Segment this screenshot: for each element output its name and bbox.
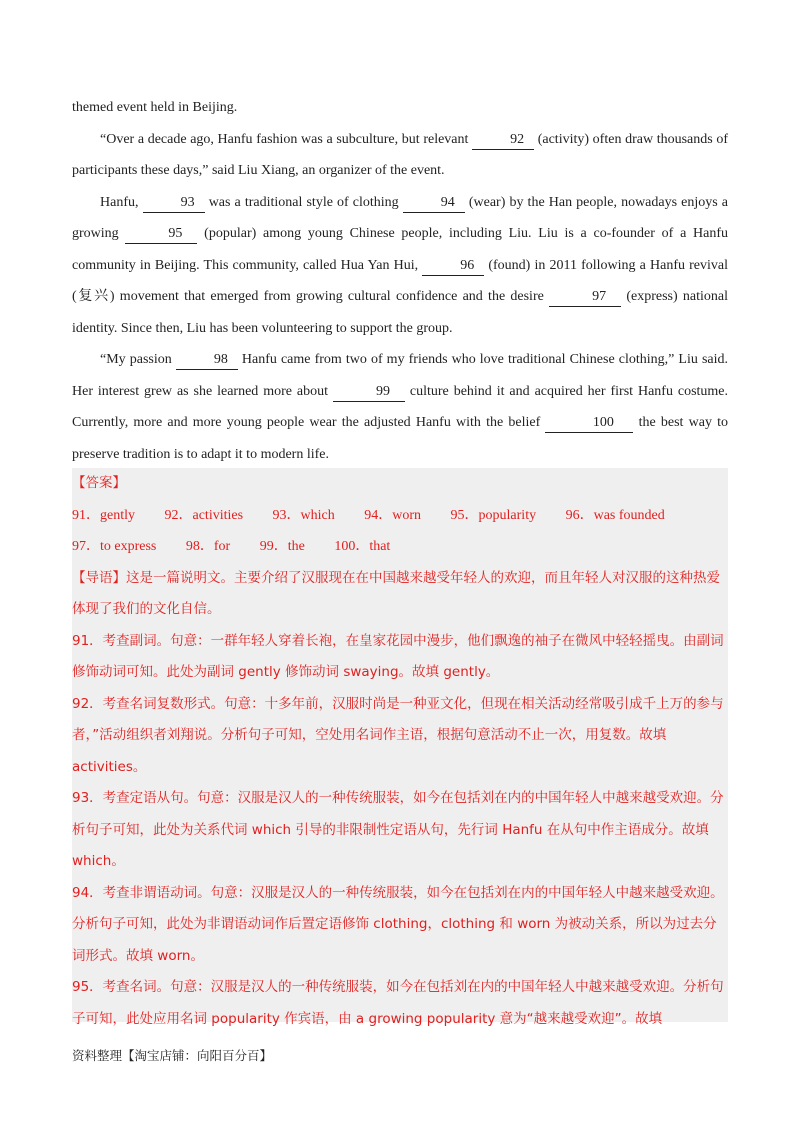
- text: the best way to preserve tradition is to adapt it to modern life.: [72, 415, 729, 462]
- answer-key: 96．was founded: [565, 507, 665, 523]
- guide-text: 【导语】这是一篇说明文。主要介绍了汉服现在在中国越来越受年轻人的欢迎，而且年轻人对汉服的这种热爱体现了我们的文化自信。: [72, 569, 720, 617]
- blank-97: 97: [549, 288, 621, 307]
- explanation-93: 93．考查定语从句。句意：汉服是汉人的一种传统服装，如今在包括刘在内的中国年轻人中越来越受欢迎。分析句子可知，此处为关系代词 which 引导的非限制性定语从句，先行词 Hanfu 在从句中作主语成分。故填 which。: [72, 790, 724, 869]
- blank-96: 96: [422, 257, 484, 276]
- text: Hanfu came from two of my friends who love traditional Chinese clothing,” Liu said. Her interest grew as she learned more about: [72, 352, 729, 399]
- answer-key: 99．the: [259, 539, 305, 554]
- answer-key: 95．popularity: [450, 507, 537, 523]
- blank-100: 100: [545, 414, 633, 433]
- answer-keys: [72, 500, 728, 563]
- explanation-92: 92．考查名词复数形式。句意：十多年前，汉服时尚是一种亚文化，但现在相关活动经常吸引成千上万的参与者，”活动组织者刘翔说。分析句子可知，空处用名词作主语，根据句意活动不止一次，用复数。故填 activities。: [72, 695, 724, 775]
- text: (found) in 2011 following a Hanfu revival (复兴) movement that emerged from growing cultural confidence and the desire: [72, 257, 729, 304]
- answer-key: 97．to express: [72, 539, 157, 554]
- text: culture behind it and acquired her first Hanfu costume. Currently, more and more young people wear the adjusted Hanfu with the belief: [72, 383, 729, 430]
- explanation-91: 91．考查副词。句意：一群年轻人穿着长袍，在皇家花园中漫步，他们飘逸的袖子在微风中轻轻摇曳。由副词修饰动词可知。此处为副词 gently 修饰动词 swaying。故填 gently。: [72, 632, 724, 680]
- explanation-94: 94．考查非谓语动词。句意：汉服是汉人的一种传统服装，如今在包括刘在内的中国年轻人中越来越受欢迎。分析句子可知，此处为非谓语动词作后置定语修饰 clothing，clothing 和 worn 为被动关系，所以为过去分词形式。故填 worn。: [72, 884, 724, 964]
- paragraph-2: [72, 124, 728, 187]
- answer-key: 94．worn: [364, 507, 422, 523]
- paragraph-4: [72, 344, 728, 470]
- blank-99: 99: [333, 383, 405, 402]
- blank-95: 95: [125, 225, 197, 244]
- text: (activity) often draw thousands of participants these days,” said Liu Xiang, an organizer of the event.: [72, 131, 729, 178]
- text: (express) national identity. Since then, Liu has been volunteering to support the group.: [72, 289, 728, 336]
- text: “My passion: [100, 352, 172, 367]
- explanation-95: 95．考查名词。句意：汉服是汉人的一种传统服装，如今在包括刘在内的中国年轻人中越来越受欢迎。分析句子可知，此处应用名词 popularity 作宾语，由 a growing popularity 意为“越来越受欢迎”。故填: [72, 979, 724, 1027]
- answer-key: 100．that: [334, 539, 391, 554]
- text: “Over a decade ago, Hanfu fashion was a subculture, but relevant: [100, 131, 469, 147]
- answer-section: [72, 468, 728, 1035]
- blank-93: 93: [143, 194, 205, 213]
- text: (wear) by the Han people, nowadays enjoys a growing: [72, 194, 729, 241]
- answer-key: 98．for: [185, 539, 231, 554]
- answer-heading: 【答案】: [72, 475, 126, 491]
- text: (popular) among young Chinese people, including Liu. Liu is a co-founder of a Hanfu community in Beijing. This community, called Hua Yan Hui,: [72, 226, 729, 273]
- paragraph-3: [72, 187, 728, 345]
- blank-92: 92: [472, 131, 534, 150]
- answer-key: 93．which: [272, 507, 335, 523]
- footer-source: 资料整理【淘宝店铺：向阳百分百】: [72, 1048, 273, 1063]
- answer-key: 91．gently: [72, 507, 135, 523]
- passage: [72, 92, 728, 470]
- text: themed event held in Beijing.: [72, 100, 238, 115]
- answer-key: 92．activities: [164, 507, 244, 523]
- blank-94: 94: [403, 194, 465, 213]
- text: Hanfu,: [100, 194, 139, 210]
- passage-line-1: [72, 92, 728, 124]
- text: was a traditional style of clothing: [208, 194, 399, 210]
- blank-98: 98: [176, 351, 238, 370]
